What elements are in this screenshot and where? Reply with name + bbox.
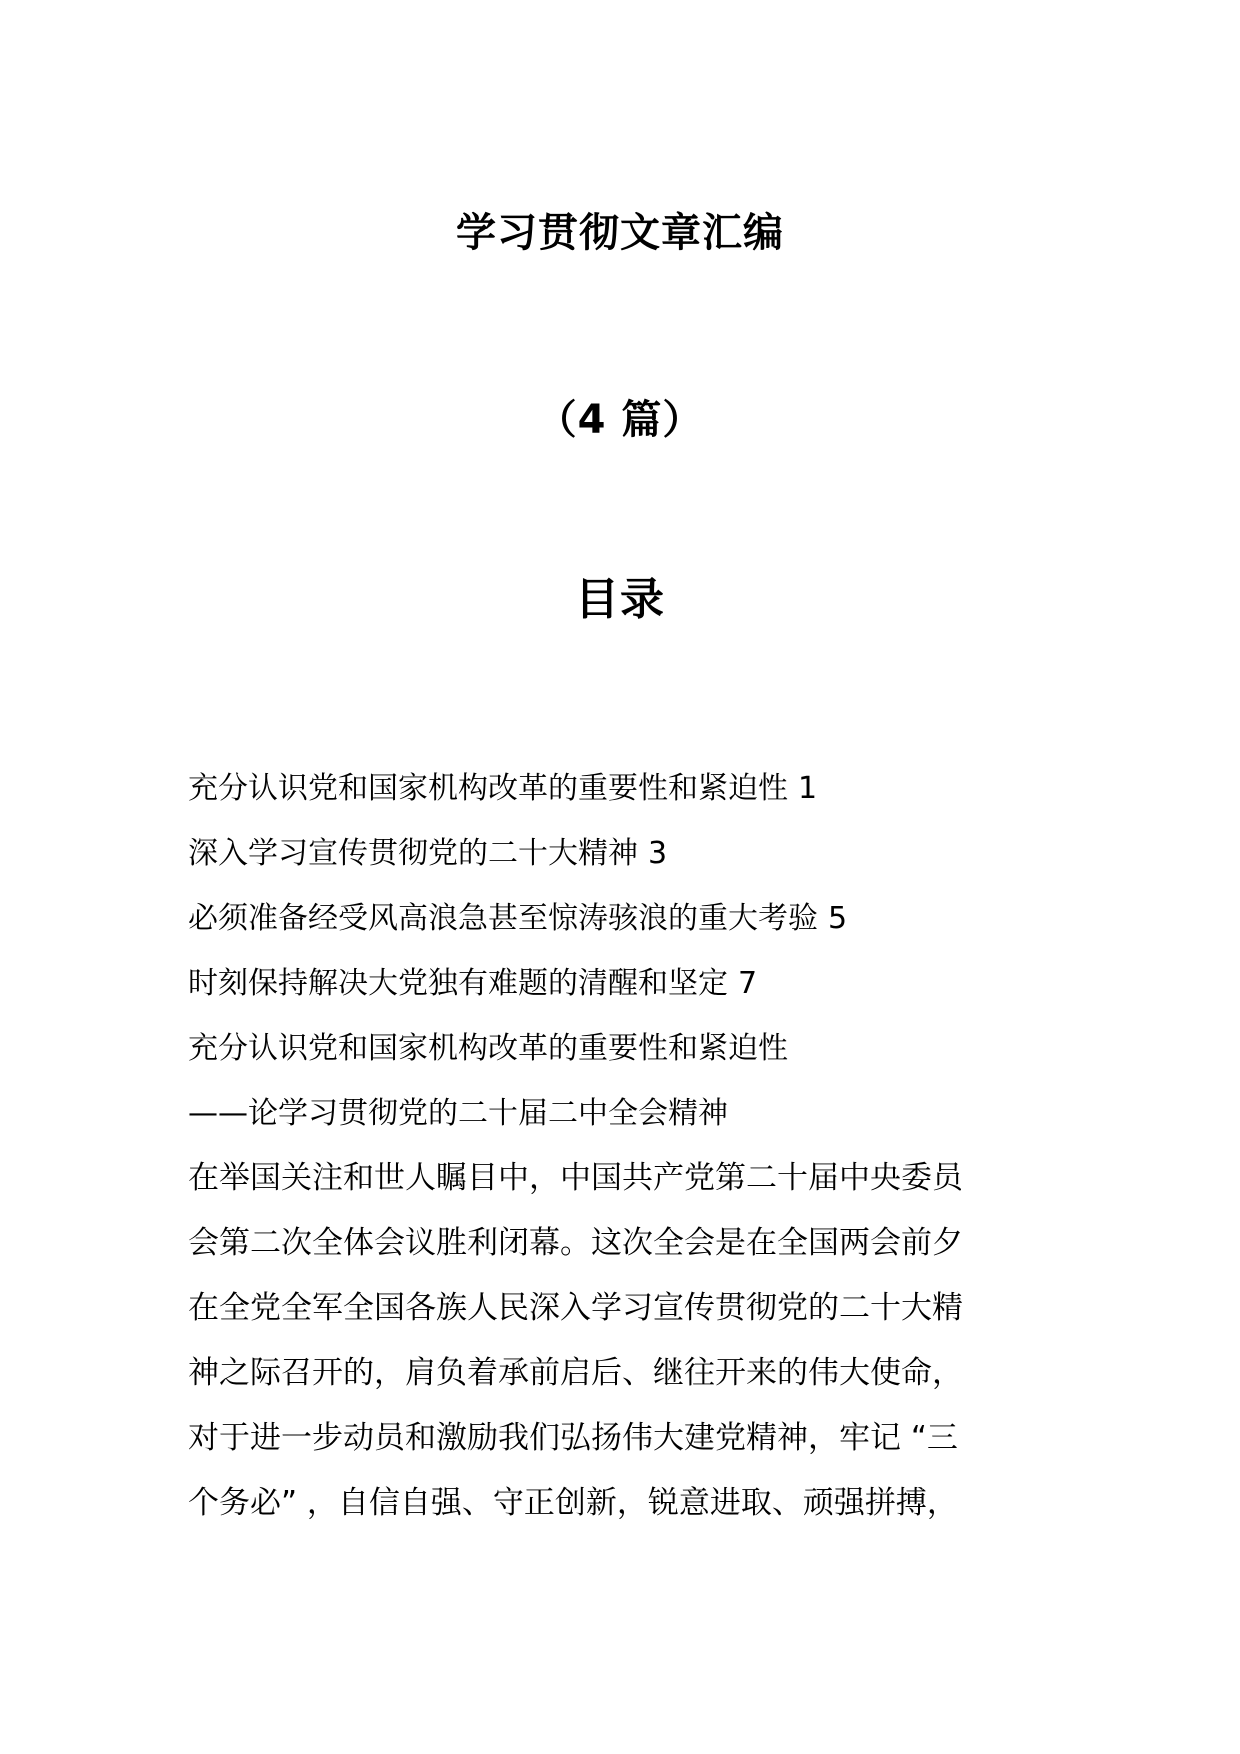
toc-heading: 目录 [575, 574, 665, 625]
paragraph-line: 在全党全军全国各族人民深入学习宣传贯彻党的二十大精 [188, 1290, 963, 1326]
paragraph-line: 会第二次全体会议胜利闭幕。这次全会是在全国两会前夕 [188, 1225, 963, 1261]
article-title: 充分认识党和国家机构改革的重要性和紧迫性 [188, 1031, 788, 1066]
document-body [188, 756, 1068, 1536]
toc-entry[interactable] [188, 756, 1068, 821]
paragraph-line: 在举国关注和世人瞩目中，中国共产党第二十届中央委员 [188, 1160, 963, 1196]
toc-entry[interactable] [188, 951, 1068, 1016]
toc-entry-title: 充分认识党和国家机构改革的重要性和紧迫性 [188, 771, 788, 806]
toc-entry-title: 深入学习宣传贯彻党的二十大精神 [188, 836, 638, 871]
toc-entry-page: 3 [648, 836, 668, 871]
toc-entry-title: 时刻保持解决大党独有难题的清醒和坚定 [188, 966, 728, 1001]
toc-entry-title: 必须准备经受风高浪急甚至惊涛骇浪的重大考验 [188, 901, 818, 936]
document-title: 学习贯彻文章汇编 [456, 210, 784, 256]
article-subtitle: ——论学习贯彻党的二十届二中全会精神 [188, 1096, 728, 1131]
toc-entry-page: 7 [738, 966, 758, 1001]
paragraph-line: 个务必” ，自信自强、守正创新，锐意进取、顽强拼搏， [188, 1485, 958, 1521]
toc-entry-page: 5 [828, 901, 848, 936]
toc-entry[interactable] [188, 886, 1068, 951]
article-count: （4 篇） [536, 397, 704, 443]
paragraph-line: 神之际召开的，肩负着承前启后、继往开来的伟大使命， [188, 1355, 963, 1391]
toc-entry-page: 1 [798, 771, 818, 806]
toc-entry[interactable] [188, 821, 1068, 886]
paragraph-line: 对于进一步动员和激励我们弘扬伟大建党精神，牢记 “三 [188, 1420, 958, 1456]
